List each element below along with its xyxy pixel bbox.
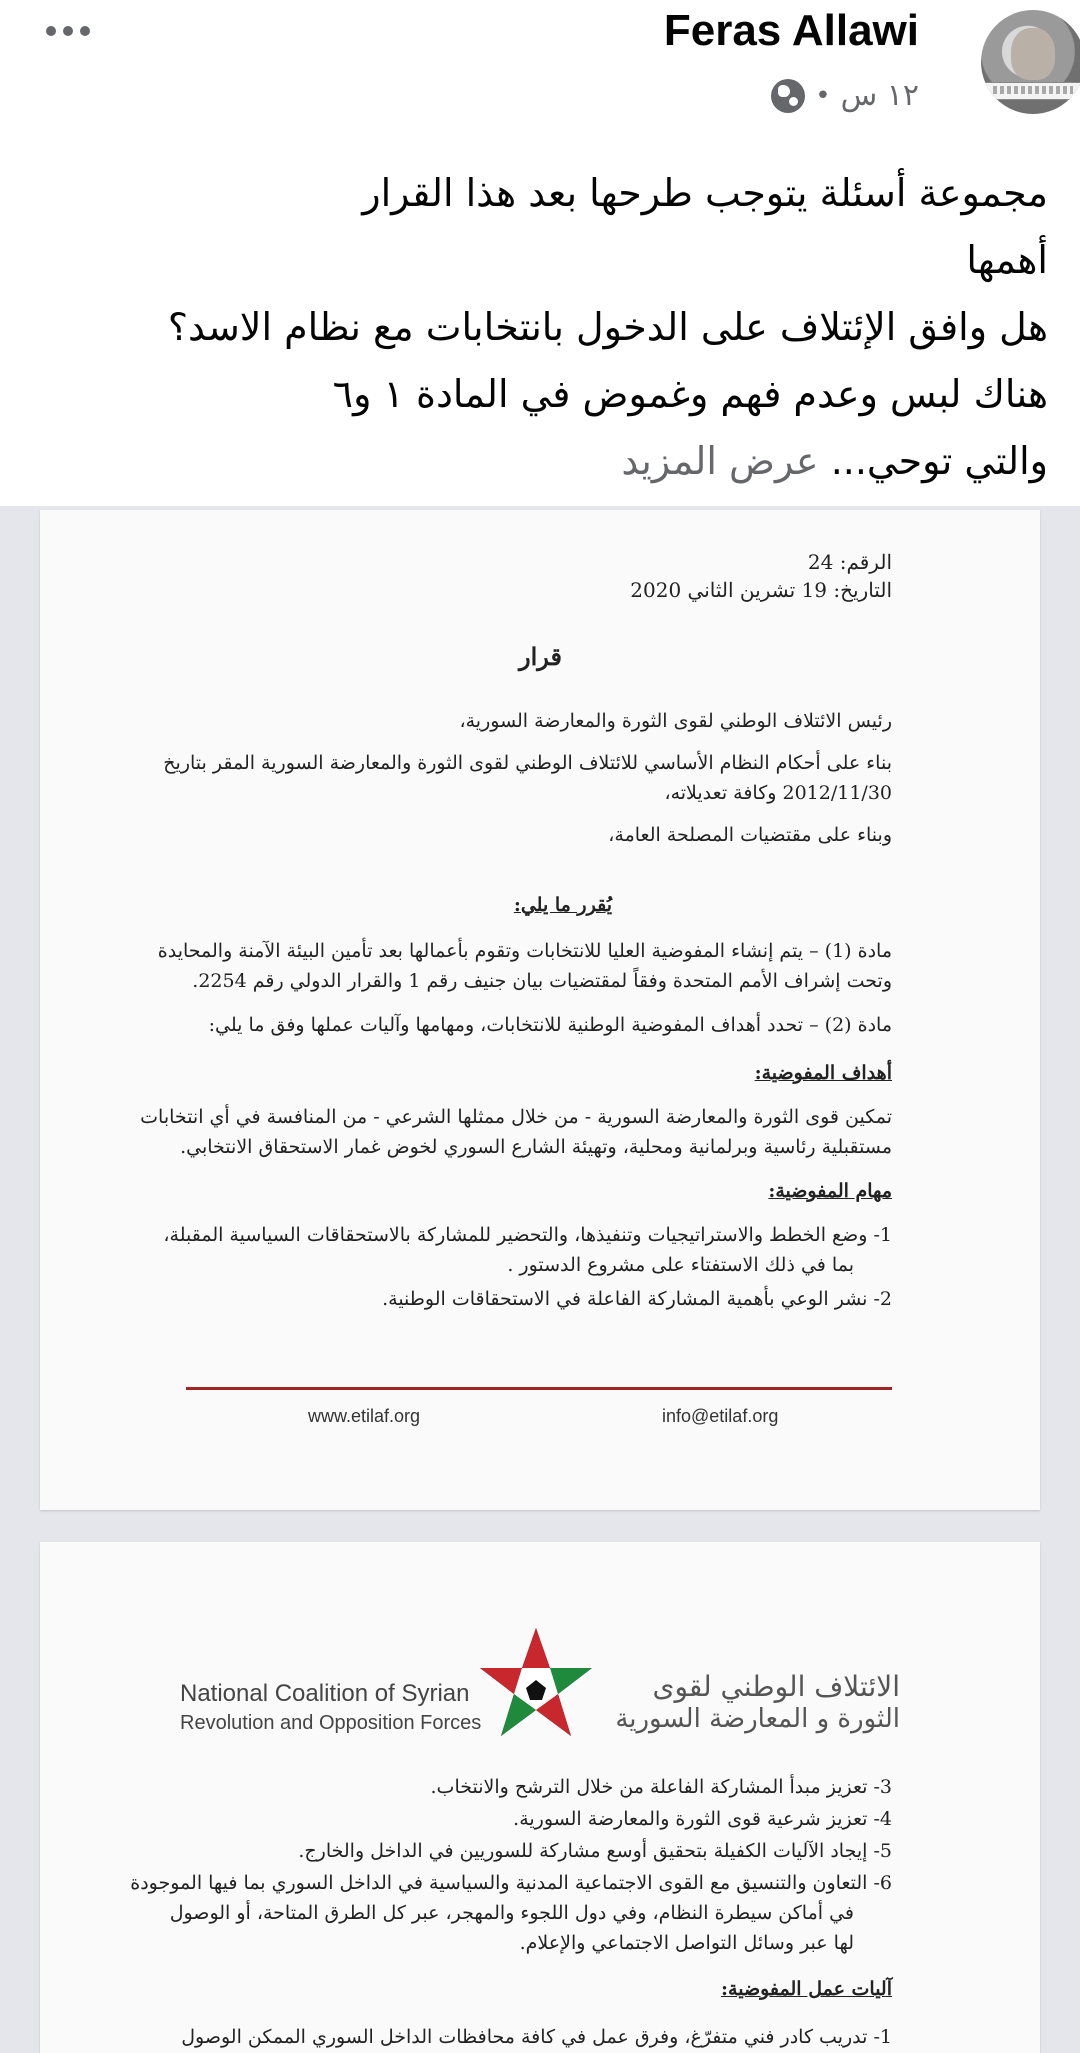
coalition-star-logo [476,1624,596,1744]
post-line: والتي توحي... [830,439,1048,483]
meta-separator: • [815,80,831,111]
doc-heading: قرار [519,642,562,671]
post-line: مجموعة أسئلة يتوجب طرحها بعد هذا القرار [362,171,1048,215]
post-line: هناك لبس وعدم فهم وغموض في المادة ١ و٦ [332,372,1048,416]
doc-date: التاريخ: 19 تشرين الثاني 2020 [630,578,892,602]
more-options-icon[interactable] [46,20,96,42]
post-line: هل وافق الإئتلاف على الدخول بانتخابات مع نظام الاسد؟ [167,305,1048,349]
doc-line: رئيس الائتلاف الوطني لقوى الثورة والمعارضة السورية، [459,710,892,732]
letterhead-english-line: Revolution and Opposition Forces [180,1712,482,1734]
doc-task: 3- تعزيز مبدأ المشاركة الفاعلة من خلال الترشح والانتخاب. [430,1776,892,1798]
doc-goals-text: تمكين قوى الثورة والمعارضة السورية - من خلال ممثلها الشرعي - من المنافسة في أي انتخابات [140,1106,892,1128]
doc-number: الرقم: 24 [807,550,892,574]
doc-line: وبناء على مقتضيات المصلحة العامة، [608,824,892,846]
post-line-last [38,428,1048,495]
doc-task: بما في ذلك الاستفتاء على مشروع الدستور . [507,1254,854,1276]
doc-goals-heading: أهداف المفوضية: [754,1062,892,1084]
doc-goals-text: مستقبلية رئاسية وبرلمانية ومحلية، وتهيئة الشارع السوري لخوض غمار الاستحقاق الانتخابي. [180,1136,892,1158]
doc-decides: يُقرر ما يلي: [513,894,612,916]
doc-line: 2012/11/30 وكافة تعديلاته، [664,782,892,804]
doc-task: لها عبر وسائل التواصل الاجتماعي والإعلام. [519,1932,854,1954]
post-meta [771,78,919,113]
doc-article-1: مادة (1) – يتم إنشاء المفوضية العليا للانتخابات وتقوم بأعمالها بعد تأمين البيئة الآمنة والمحايدة [157,940,892,962]
document-image-2[interactable] [40,1542,1040,2053]
letterhead-arabic-line: الثورة و المعارضة السورية [615,1704,900,1734]
document-image-1[interactable] [40,510,1040,1510]
doc-email: info@etilaf.org [662,1406,779,1426]
post-time[interactable]: ١٢ س [840,78,919,113]
doc-task: 1- وضع الخطط والاستراتيجيات وتنفيذها، والتحضير للمشاركة بالاستحقاقات السياسية المقبلة، [163,1224,892,1246]
doc-website: www.etilaf.org [308,1406,421,1426]
author-name[interactable]: Feras Allawi [663,6,919,55]
doc-task: 5- إيجاد الآليات الكفيلة بتحقيق أوسع مشاركة للسوريين في الداخل والخارج. [298,1840,892,1862]
doc-task: 4- تعزيز شرعية قوى الثورة والمعارضة السورية. [513,1808,892,1830]
doc-task: في أماكن سيطرة النظام، وفي دول اللجوء والمهجر، عبر كل الطرق المتاحة، أو الوصول [169,1902,854,1924]
doc-task: 6- التعاون والتنسيق مع القوى الاجتماعية المدنية والسياسية في الداخل السوري بما فيها الموجودة [130,1872,892,1894]
doc-article-1: وتحت إشراف الأمم المتحدة وفقاً لمقتضيات بيان جنيف رقم 1 والقرار الدولي رقم 2254. [192,970,892,992]
avatar[interactable] [981,10,1080,114]
globe-icon[interactable] [771,79,805,113]
doc-article-2: مادة (2) – تحدد أهداف المفوضية الوطنية للانتخابات، ومهامها وآليات عملها وفق ما يلي: [208,1014,892,1036]
doc-tasks-heading: مهام المفوضية: [768,1180,892,1202]
post-text [38,160,1048,495]
see-more-link[interactable]: عرض المزيد [621,439,819,483]
letterhead-arabic-line: الائتلاف الوطني لقوى [652,1670,900,1703]
doc-task: 2- نشر الوعي بأهمية المشاركة الفاعلة في الاستحقاقات الوطنية. [382,1288,892,1310]
doc-mechanisms-heading: آليات عمل المفوضية: [721,1978,892,2000]
doc-mechanism: 1- تدريب كادر فني متفرّغ، وفرق عمل في كافة محافظات الداخل السوري الممكن الوصول [181,2026,892,2048]
letterhead-english-line: National Coalition of Syrian [180,1680,470,1707]
post-card [0,0,1080,506]
doc-line: بناء على أحكام النظام الأساسي للائتلاف الوطني لقوى الثورة والمعارضة السورية المقر بتاريخ [163,752,892,774]
doc-divider [186,1387,892,1390]
post-line: أهمها [966,238,1048,282]
